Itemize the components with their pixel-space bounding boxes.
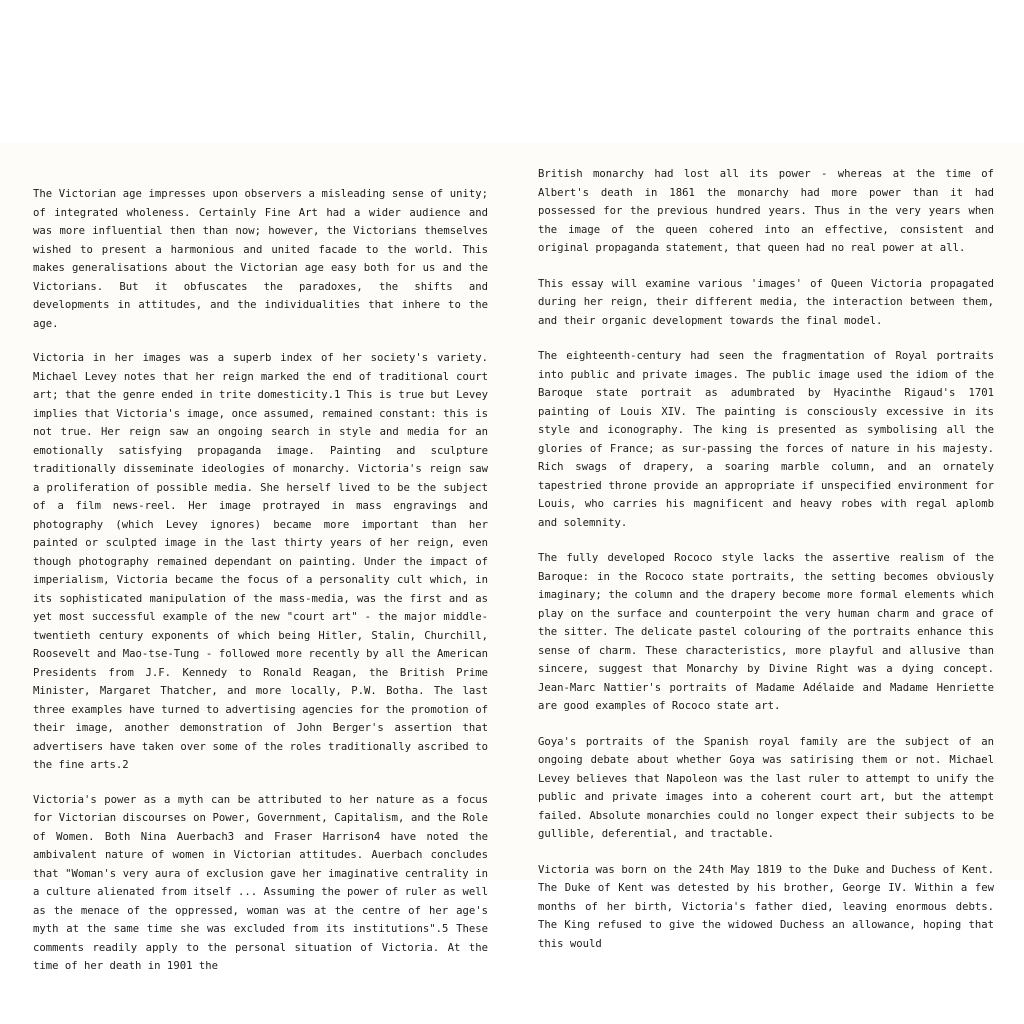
paragraph: Victoria's power as a myth can be attributed to her nature as a focus for Victorian discourses on Power, Government, Capitalism, and the Role of Women. Both Nina Auerbach3 and Fraser Harrison4 have noted the ambivalent nature of women in Victorian attitudes. Auerbach concludes that "Woman's very aura of exclusion gave her imaginative centrality in a culture alienated from itself ... Assuming the power of ruler as well as the menace of the oppressed, woman was at the centre of her age's myth at the same time she was excluded from its institutions".5 These comments readily apply to the personal situation of Victoria. At the time of her death in 1901 the bbox=[33, 793, 488, 972]
paragraph: This essay will examine various 'images' of Queen Victoria propagated during her reign, their different media, the interaction between them, and their organic development towards the final model. bbox=[538, 277, 994, 327]
paragraph: The fully developed Rococo style lacks the assertive realism of the Baroque: in the Rococo state portraits, the setting becomes obviously imaginary; the column and the drapery become more formal elements which play on the surface and counterpoint the very human charm and grace of the sitter. The delicate pastel colouring of the portraits enhance this sense of charm. These characteristics, more playful and allusive than sincere, suggest that Monarchy by Divine Right was a dying concept. Jean-Marc Nattier's portraits of Madame Adélaide and Madame Henriette are good examples of Rococo state art. bbox=[538, 552, 994, 712]
left-page bbox=[0, 143, 512, 972]
paragraph: Victoria in her images was a superb index of her society's variety. Michael Levey notes that her reign marked the end of traditional court art; that the genre ended in trite domesticity.1 This is true but Levey implies that Victoria's image, once assumed, remained constant: this is not true. Her reign saw an ongoing search in style and media for an emotionally satisfying propaganda image. Painting and sculpture traditionally disseminate ideologies of monarchy. Victoria's reign saw a proliferation of possible media. She herself lived to be the subject of a film news-reel. Her image protrayed in mass engravings and photography (which Levey ignores) became more important than her painted or sculpted image in the last thirty years of her reign, even though photography remained dependant on painting. Under the impact of imperialism, Victoria became the focus of a personality cult which, in its sophisticated manipulation of the mass-media, was the first and as yet most successful example of the new "court art" - the major middle-twentieth century exponents of which being Hitler, Stalin, Churchill, Roosevelt and Mao-tse-Tung - followed more recently by all the American Presidents from J.F. Kennedy to Ronald Reagan, the British Prime Minister, Margaret Thatcher, and more locally, P.W. Botha. The last three examples have turned to advertising agencies for the promotion of their image, another demonstration of John Berger's assertion that advertisers have taken over some of the roles traditionally ascribed to the fine arts.2 bbox=[33, 352, 488, 771]
paragraph: The eighteenth-century had seen the fragmentation of Royal portraits into public and private images. The public image used the idiom of the Baroque state portrait as adumbrated by Hyacinthe Rigaud's 1701 painting of Louis XIV. The painting is consciously excessive in its style and iconography. The king is presented as symbolising all the glories of France; as sur-passing the forces of nature in his majesty. Rich swags of drapery, a soaring marble column, and an ornately tapestried throne provide an appropriate if unspecified environment for Louis, who carries his magnificent and heavy robes with regal aplomb and solemnity. bbox=[538, 350, 994, 529]
paragraph: The Victorian age impresses upon observers a misleading sense of unity; of integrated wholeness. Certainly Fine Art had a wider audience and was more influential then than now; however, the Victorians themselves wished to present a harmonious and united facade to the world. This makes generalisations about the Victorian age easy both for us and the Victorians. But it obfuscates the paradoxes, the shifts and developments in attitudes, and the individualities that inhere to the age. bbox=[33, 188, 488, 330]
paragraph: British monarchy had lost all its power - whereas at the time of Albert's death in 1861 the monarchy had more power than it had possessed for the previous hundred years. Thus in the very years when the image of the queen cohered into an effective, consistent and original propaganda statement, that queen had no real power at all. bbox=[538, 168, 994, 254]
paragraph: Goya's portraits of the Spanish royal family are the subject of an ongoing debate about whether Goya was satirising them or not. Michael Levey believes that Napoleon was the last ruler to attempt to unify the public and private images into a coherent court art, but the attempt failed. Absolute monarchies could no longer expect their subjects to be gullible, deferential, and tractable. bbox=[538, 735, 994, 840]
right-page bbox=[512, 143, 1024, 950]
book-spread bbox=[0, 143, 1024, 972]
paragraph: Victoria was born on the 24th May 1819 to the Duke and Duchess of Kent. The Duke of Kent was detested by his brother, George IV. Within a few months of her birth, Victoria's father died, leaving enormous debts. The King refused to give the widowed Duchess an allowance, hoping that this would bbox=[538, 863, 994, 950]
